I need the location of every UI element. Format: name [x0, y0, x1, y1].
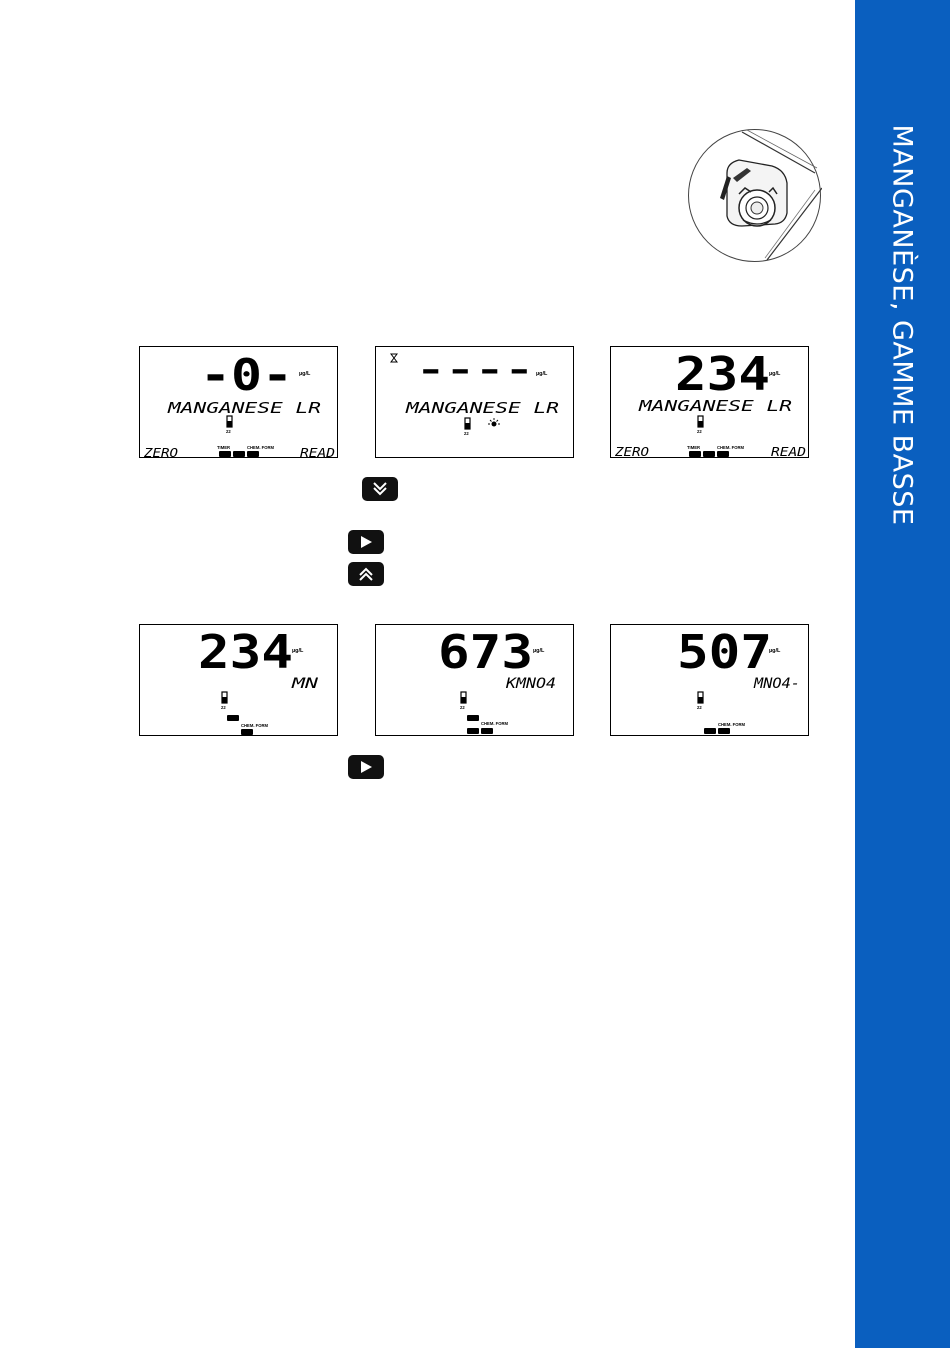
down-key-icon [703, 451, 715, 457]
cuvette-label: 22 [226, 429, 231, 434]
play-right-icon-2[interactable] [348, 755, 384, 779]
cuvette-label: 22 [697, 705, 702, 710]
unit-label: µg/L [533, 648, 545, 654]
chem-form-label: CHEM. FORM [718, 722, 745, 727]
unit-label: µg/L [769, 648, 781, 654]
cuvette-icon [227, 416, 232, 427]
chem-form-label: CHEM. FORM [481, 721, 508, 726]
left-key-icon [219, 451, 231, 457]
timer-label: TIMER [217, 445, 231, 450]
cuvette-label: 22 [221, 705, 226, 710]
cuvette-label: 22 [697, 429, 702, 434]
double-up-arrow-icon[interactable] [348, 562, 384, 586]
unit-label: µg/L [536, 371, 548, 377]
double-down-arrow-icon[interactable] [362, 477, 398, 501]
lcd-display-form-mno4 [610, 624, 809, 736]
unit-label: µg/L [292, 648, 304, 654]
chem-form-label: CHEM. FORM [717, 445, 744, 450]
zero-label: ZERO [613, 445, 649, 459]
hourglass-icon [391, 354, 397, 362]
down-key-icon [704, 728, 716, 734]
read-label: READ [771, 445, 806, 459]
lcd-display-measuring [375, 346, 574, 458]
cuvette-icon [698, 416, 703, 427]
display-message: MANGANESE LR [166, 399, 321, 417]
cuvette-icon [461, 692, 466, 703]
chem-form-value: KMNO4 [504, 676, 556, 692]
cuvette-icon [222, 692, 227, 703]
chem-form-label: CHEM. FORM [241, 723, 268, 728]
left-key-icon [689, 451, 701, 457]
lcd-display-form-mn [139, 624, 338, 736]
meter-cuvette-holder-icon [687, 128, 822, 263]
read-label: READ [300, 446, 335, 459]
right-key-icon [241, 729, 253, 735]
timer-label: TIMER [687, 445, 701, 450]
unit-label: µg/L [299, 371, 311, 377]
display-value: 234 [198, 625, 293, 679]
sidebar-title: MANGANÈSE, GAMME BASSE [886, 124, 918, 526]
unit-label: µg/L [769, 371, 781, 377]
up-key-icon [227, 715, 239, 721]
zero-label: ZERO [142, 446, 178, 459]
cuvette-label: 22 [464, 431, 469, 436]
cuvette-label: 22 [460, 705, 465, 710]
display-value: 234 [675, 347, 770, 401]
display-value: ---- [416, 353, 534, 388]
up-key-icon [467, 715, 479, 721]
right-key-icon [247, 451, 259, 457]
chem-form-value: MN [290, 676, 319, 692]
display-message: MANGANESE LR [637, 397, 792, 415]
display-value: -0- [200, 350, 293, 401]
chem-form-value: MNO4- [752, 676, 800, 692]
down-key-icon [467, 728, 479, 734]
down-key-icon [233, 451, 245, 457]
right-key-icon [717, 451, 729, 457]
right-key-icon [718, 728, 730, 734]
lamp-icon [488, 418, 500, 427]
chem-form-label: CHEM. FORM [247, 445, 274, 450]
lcd-display-zero [139, 346, 338, 458]
cuvette-icon [698, 692, 703, 703]
lcd-display-result [610, 346, 809, 458]
cuvette-icon [465, 418, 470, 429]
display-value: 507 [677, 625, 772, 679]
right-key-icon [481, 728, 493, 734]
display-message: MANGANESE LR [404, 399, 559, 417]
play-right-icon[interactable] [348, 530, 384, 554]
display-value: 673 [438, 625, 533, 679]
lcd-display-form-kmno4 [375, 624, 574, 736]
